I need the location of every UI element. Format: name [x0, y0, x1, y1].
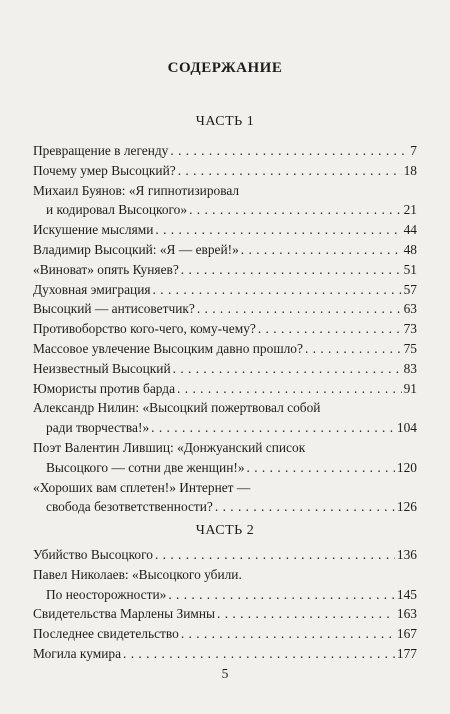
toc-entry-row	[33, 585, 417, 605]
toc-entry-page: 63	[403, 301, 417, 317]
dot-leader	[155, 220, 401, 240]
toc-entry-row	[33, 418, 417, 438]
toc-entry-row	[33, 200, 417, 220]
toc-entry-title: и кодировал Высоцкого»	[46, 202, 188, 218]
toc-entry-row	[33, 359, 417, 379]
toc-entry-title: Высоцкий — антисоветчик?	[33, 301, 195, 317]
toc-entry[interactable]	[33, 339, 417, 359]
toc-entry-title: Михаил Буянов: «Я гипнотизировал	[33, 182, 240, 198]
toc-entry-page: 104	[396, 420, 417, 436]
toc-entry-page: 83	[403, 360, 417, 376]
toc-entry[interactable]	[33, 478, 417, 518]
part-2-entries	[33, 545, 417, 664]
toc-entry-row	[33, 319, 417, 339]
part-2-heading: ЧАСТЬ 2	[195, 523, 255, 538]
dot-leader	[178, 161, 402, 181]
toc-entry-title: ради творчества!»	[46, 420, 150, 436]
toc-entry-title: Поэт Валентин Лившиц: «Донжуанский список	[33, 439, 306, 455]
toc-entry-row	[33, 141, 417, 161]
toc-entry[interactable]	[33, 604, 417, 624]
toc-entry-row	[33, 240, 417, 260]
toc-entry-title: Александр Нилин: «Высоцкий пожертвовал собой	[33, 400, 321, 416]
toc-entry-page: 18	[403, 162, 417, 178]
toc-entry[interactable]	[33, 379, 417, 399]
toc-entry-title: «Виноват» опять Куняев?	[33, 261, 179, 277]
dot-leader	[173, 359, 402, 379]
toc-entry-row	[33, 545, 417, 565]
toc-entry-title: свобода безответственности?	[46, 499, 213, 515]
toc-entry[interactable]	[33, 398, 417, 438]
toc-entry-title: Неизвестный Высоцкий	[33, 360, 171, 376]
toc-entry[interactable]	[33, 280, 417, 300]
toc-entry-page: 145	[396, 586, 417, 602]
toc-entry-title: Последнее свидетельство	[33, 626, 179, 642]
toc-entry-title: По неосторожности»	[46, 586, 167, 602]
dot-leader	[177, 379, 402, 399]
toc-entry-title: Массовое увлечение Высоцким давно прошло?	[33, 340, 303, 356]
part-1-entries	[33, 141, 417, 517]
toc-entry-title: Могила кумира	[33, 645, 122, 661]
dot-leader	[305, 339, 402, 359]
toc-entry-page: 51	[403, 261, 417, 277]
dot-leader	[181, 260, 402, 280]
toc-entry-row	[33, 220, 417, 240]
toc-entry-title: Павел Николаев: «Высоцкого убили.	[33, 566, 242, 582]
dot-leader	[153, 280, 402, 300]
part-1-heading: ЧАСТЬ 1	[195, 114, 255, 129]
dot-leader	[170, 141, 408, 161]
dot-leader	[247, 458, 395, 478]
toc-entry-page: 126	[396, 499, 417, 515]
toc-entry-page: 91	[403, 380, 417, 396]
toc-entry-page: 177	[396, 645, 417, 661]
dot-leader	[197, 299, 402, 319]
contents-title: СОДЕРЖАНИЕ	[167, 60, 283, 76]
toc-entry-page: 44	[403, 222, 417, 238]
toc-entry-row	[33, 299, 417, 319]
toc-entry-row	[33, 458, 417, 478]
toc-entry-page: 7	[410, 143, 417, 158]
toc-entry[interactable]	[33, 624, 417, 644]
dot-leader	[123, 644, 395, 664]
toc-entry[interactable]	[33, 319, 417, 339]
toc-entry-title: Высоцкого — сотни две женщин!»	[46, 459, 245, 475]
toc-entry-row	[33, 379, 417, 399]
toc-entry[interactable]	[33, 240, 417, 260]
toc-entry-page: 120	[396, 459, 417, 475]
toc-entry[interactable]	[33, 299, 417, 319]
toc-entry-page: 48	[403, 241, 417, 257]
toc-entry-row	[33, 339, 417, 359]
toc-entry-page: 75	[403, 340, 417, 356]
toc-entry[interactable]	[33, 141, 417, 161]
toc-entry-title: «Хороших вам сплетен!» Интернет —	[33, 479, 251, 495]
toc-entry-title: Противоборство кого-чего, кому-чему?	[33, 321, 256, 337]
toc-entry[interactable]	[33, 565, 417, 605]
toc-entry-page: 73	[403, 321, 417, 337]
toc-entry-row	[33, 644, 417, 664]
toc-entry-title: Духовная эмиграция	[33, 281, 151, 297]
dot-leader	[241, 240, 402, 260]
dot-leader	[155, 545, 395, 565]
dot-leader	[215, 497, 395, 517]
toc-entry-title: Искушение мыслями	[33, 222, 154, 238]
dot-leader	[258, 319, 402, 339]
toc-entry[interactable]	[33, 359, 417, 379]
toc-entry[interactable]	[33, 545, 417, 565]
toc-entry[interactable]	[33, 438, 417, 478]
toc-entry-title: Убийство Высоцкого	[33, 547, 153, 562]
toc-entry-title: Юмористы против барда	[33, 380, 176, 396]
toc-entry-page: 167	[396, 626, 417, 642]
toc-entry-page: 57	[403, 281, 417, 297]
toc-entry-row	[33, 604, 417, 624]
toc-entry-page: 21	[403, 202, 417, 218]
dot-leader	[189, 200, 402, 220]
dot-leader	[151, 418, 395, 438]
toc-entry-row	[33, 260, 417, 280]
toc-entry[interactable]	[33, 644, 417, 664]
toc-entry[interactable]	[33, 161, 417, 181]
toc-entry-title: Превращение в легенду	[33, 143, 169, 158]
toc-entry-title: Почему умер Высоцкий?	[33, 162, 176, 178]
toc-entry-page: 136	[396, 547, 417, 562]
toc-entry[interactable]	[33, 181, 417, 221]
toc-entry-row	[33, 624, 417, 644]
toc-entry-page: 163	[396, 606, 417, 622]
page-number: 5	[221, 666, 229, 681]
dot-leader	[168, 585, 395, 605]
dot-leader	[217, 604, 395, 624]
toc-entry-row	[33, 497, 417, 517]
toc-entry-title: Свидетельства Марлены Зимны	[33, 606, 216, 622]
toc-entry[interactable]	[33, 260, 417, 280]
toc-entry-row	[33, 161, 417, 181]
toc-entry[interactable]	[33, 220, 417, 240]
toc-entry-row	[33, 280, 417, 300]
dot-leader	[181, 624, 395, 644]
toc-entry-title: Владимир Высоцкий: «Я — еврей!»	[33, 241, 239, 257]
